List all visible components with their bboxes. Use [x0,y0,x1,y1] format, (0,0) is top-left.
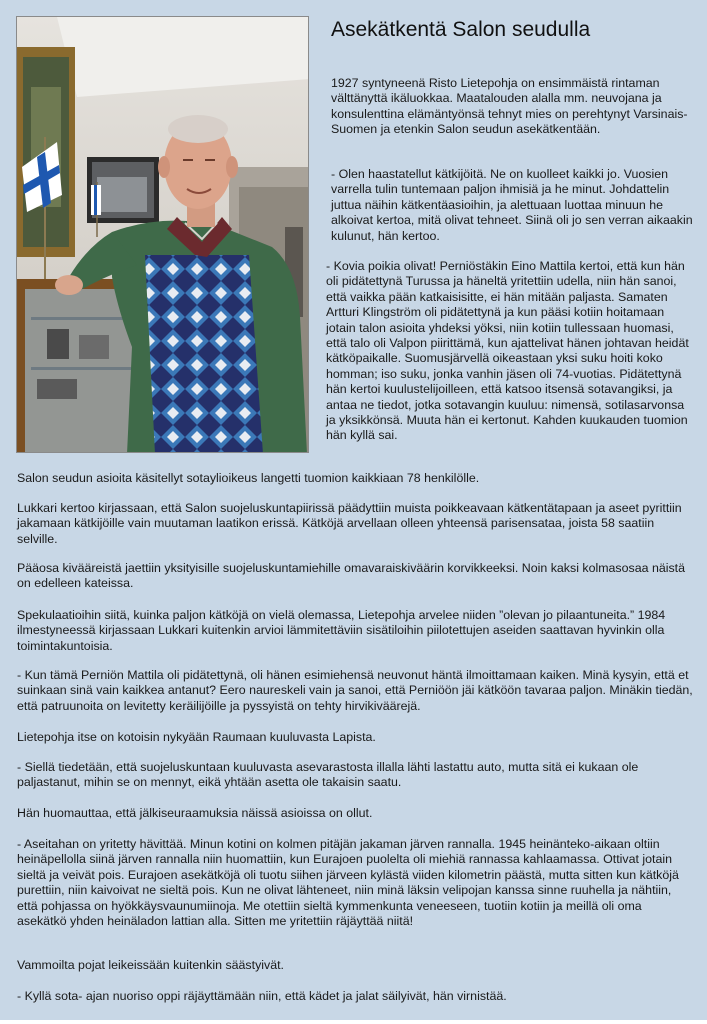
portrait-illustration [17,17,309,453]
body-paragraph: Salon seudun asioita käsitellyt sotaylioikeus langetti tuomion kaikkiaan 78 henkilölle. [17,471,480,485]
body-paragraph: Lukkari kertoo kirjassaan, että Salon suojeluskuntapiirissä päädyttiin muista poikkeavaan kätkentätapaan ja aseet pyrittiin jakamaan kätkijöille vain muutaman laatikon erissä. Kätköjä arvellaan olleen yhteensä parisensataa, joista 58 saatiin selville. [17,501,682,546]
body-paragraph: - Siellä tiedetään, että suojeluskuntaan kuuluvasta asevarastosta illalla lähti lastattu auto, mutta sitä ei kukaan ole paljastanut, mihin se on mennyt, eikä yhtään asetta ole takaisin saatu. [17,760,639,790]
body-paragraph: - Aseitahan on yritetty hävittää. Minun kotini on kolmen pitäjän jakaman järven rannalla. 1945 heinänteko-aikaan oltiin heinäpellolla siinä järven rannalla niin huomattiin, kun Eurajoen puolelta oli miehiä rannassa kahlaamassa. Ottivat jotain sieltä ja veivät pois. Eurajoen asekätköjä oli tuotu siihen järveen kylästä viiden kilometrin päästä, mutta sitten kun kätköjä purettiin, niin kaivoivat ne sieltä pois. Kun ne olivat lähteneet, niin minä läksin velipojan kanssa sinne ruuhella ja nähtiin, että pohjassa on hyökkäysvaunumiinoja. Me otettiin sieltä kymmenkunta veneeseen, tuotiin kotiin ja meillä oli oma asekätkö yhden heinäladon lattian alla. Sitten me yritettiin räjäyttää niitä! [17,837,679,929]
body-paragraph: Pääosa kivääreistä jaettiin yksityisille suojeluskuntamiehille omavaraiskiväärin korvikkeeksi. Noin kaksi kolmasosaa näistä on edelleen kateissa. [17,561,686,591]
portrait-photo [16,16,309,453]
article-title: Asekätkentä Salon seudulla [331,18,591,41]
quote-paragraph: - Kovia poikia olivat! Perniöstäkin Eino Mattila kertoi, että kun hän oli pidätettynä Turussa ja häneltä yritettiin udella, niin hän sanoi, että vaikka pään katkaisisitte, ei hän mitään paljasta. Samaten Artturi Klingström oli pidätettynä ja kun pääsi kotiin hoitamaan jotain talon asioita yhdeksi yöksi, niin kotiin tullessaan huomasi, että talo oli Valpon piirittämä, kun ajattelivat hänen johtavan heidät kätköpaikalle. Suomusjärvellä oikeastaan yksi suku hoiti koko homman; iso suku, jonka vanhin jäsen oli 74-vuotias. Pidätettynä hän kertoi kuulustelijoilleen, että katsoo itsensä sotavangiksi, ja antaa ne tiedot, jotka sotavangin kuuluu: nimensä, sotilasarvonsa ja yksikkönsä. Muuta hän ei kertonut. Kahden kuukauden tuomion hän kyllä sai. [326,259,689,443]
intro-paragraph: 1927 syntyneenä Risto Lietepohja on ensimmäistä rintaman välttänyttä ikäluokkaa. Maatalouden alalla mm. neuvojana ja konsulenttina elämäntyönsä tehnyt mies on perehtynyt Varsinais-Suomen ja etenkin Salon seudun asekätkentään. [331,76,688,137]
body-paragraph: Hän huomauttaa, että jälkiseuraamuksia näissä asioissa on ollut. [17,806,373,820]
page-border [0,1020,707,1024]
quote-paragraph: - Olen haastatellut kätkijöitä. Ne on kuolleet kaikki jo. Vuosien varrella tulin tuntemaan paljon ihmisiä ja he minut. Johdattelin juttua näihin kätkentäasioihin, ja alettuaan luottaa minuun he alkoivat kertoa, mitä olivat tehneet. Siinä oli jo sen verran aikaakin kulunut, hän kertoo. [331,167,693,243]
body-paragraph: - Kyllä sota- ajan nuoriso oppi räjäyttämään niin, että kädet ja jalat säilyivät, hän virnistää. [17,989,507,1003]
body-paragraph: Vammoilta pojat leikeissään kuitenkin säästyivät. [17,958,284,972]
body-paragraph: Spekulaatioihin siitä, kuinka paljon kätköjä on vielä olemassa, Lietepohja arvelee niiden ”olevan jo pilaantuneita.” 1984 ilmestyneessä kirjassaan Lukkari kuitenkin arvioi lämmitettäviin sisätiloihin piilotettujen aseiden saattavan hyvinkin olla toimintakuntoisia. [17,608,666,653]
body-paragraph: - Kun tämä Perniön Mattila oli pidätettynä, oli hänen esimiehensä neuvonut häntä ilmoittamaan kaiken. Minä kysyin, että et suinkaan sinä vain kaikkea antanut? Eero naureskeli vain ja sanoi, että Perniöön jäi kätköön tavaraa paljon. Minäkin tiedän, että patruunoita on levitetty keräilijöille ja pyssyistä on tehty hirvikiväärejä. [17,668,693,713]
body-paragraph: Lietepohja itse on kotoisin nykyään Raumaan kuuluvasta Lapista. [17,730,376,744]
